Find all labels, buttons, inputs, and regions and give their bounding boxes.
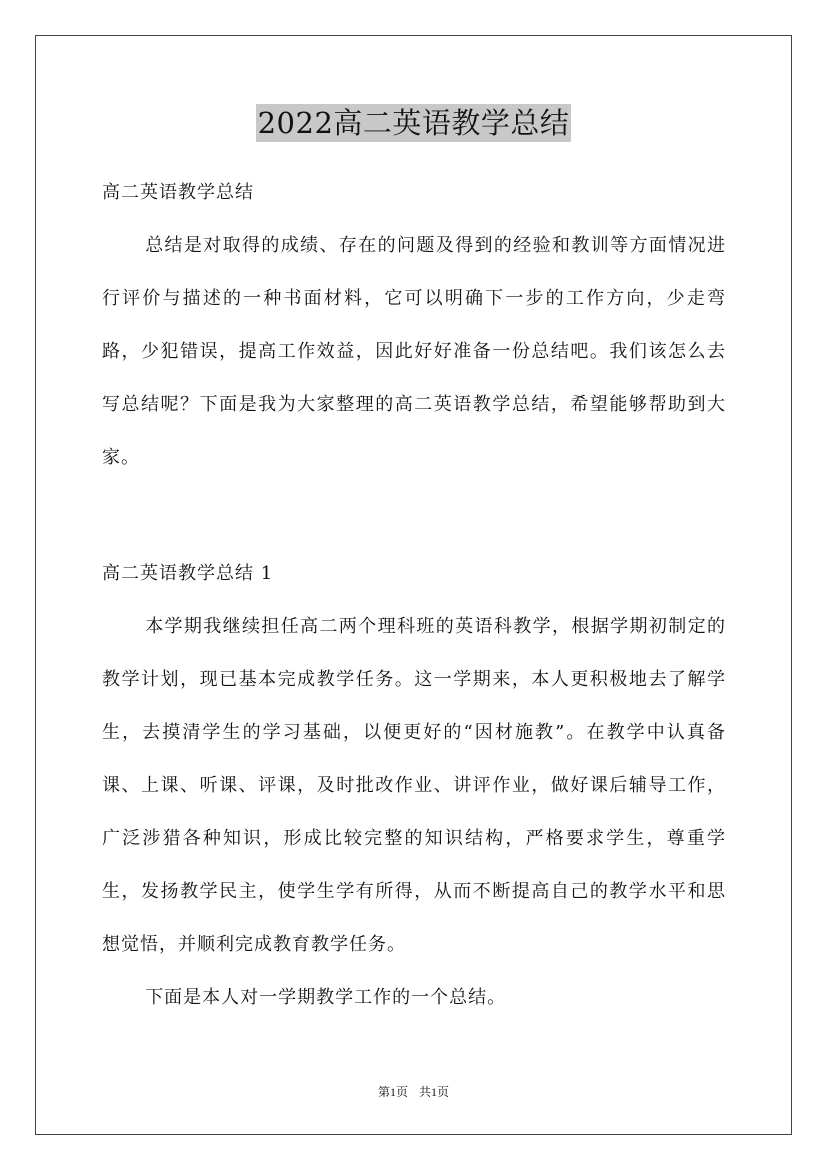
main-heading: 高二英语教学总结 bbox=[102, 182, 254, 203]
document-title-text: 2022高二英语教学总结 bbox=[257, 106, 570, 140]
intro-section bbox=[102, 219, 726, 484]
page-footer bbox=[0, 1083, 827, 1100]
section-1-paragraph-1: 本学期我继续担任高二两个理科班的英语科教学，根据学期初制定的教学计划，现已基本完成教学任务。这一学期来，本人更积极地去了解学生，去摸清学生的学习基础，以便更好的“因材施教”。在教学中认真备课、上课、听课、评课，及时批改作业、讲评作业，做好课后辅导工作，广泛涉猎各种知识，形成比较完整的知识结构，严格要求学生，尊重学生，发扬教学民主，使学生学有所得，从而不断提高自己的教学水平和思想觉悟，并顺利完成教育教学任务。 bbox=[102, 616, 726, 955]
intro-paragraph: 总结是对取得的成绩、存在的问题及得到的经验和教训等方面情况进行评价与描述的一种书面材料，它可以明确下一步的工作方向，少走弯路，少犯错误，提高工作效益，因此好好准备一份总结吧。我们该怎么去写总结呢？下面是我为大家整理的高二英语教学总结，希望能够帮助到大家。 bbox=[102, 235, 726, 468]
section-1-heading: 高二英语教学总结 1 bbox=[102, 563, 274, 584]
page-number: 第1页 bbox=[377, 1085, 408, 1099]
page-total: 共1页 bbox=[419, 1085, 450, 1099]
document-title bbox=[0, 104, 827, 142]
section-1-body bbox=[102, 600, 726, 1024]
section-1-paragraph-2: 下面是本人对一学期教学工作的一个总结。 bbox=[145, 987, 507, 1008]
